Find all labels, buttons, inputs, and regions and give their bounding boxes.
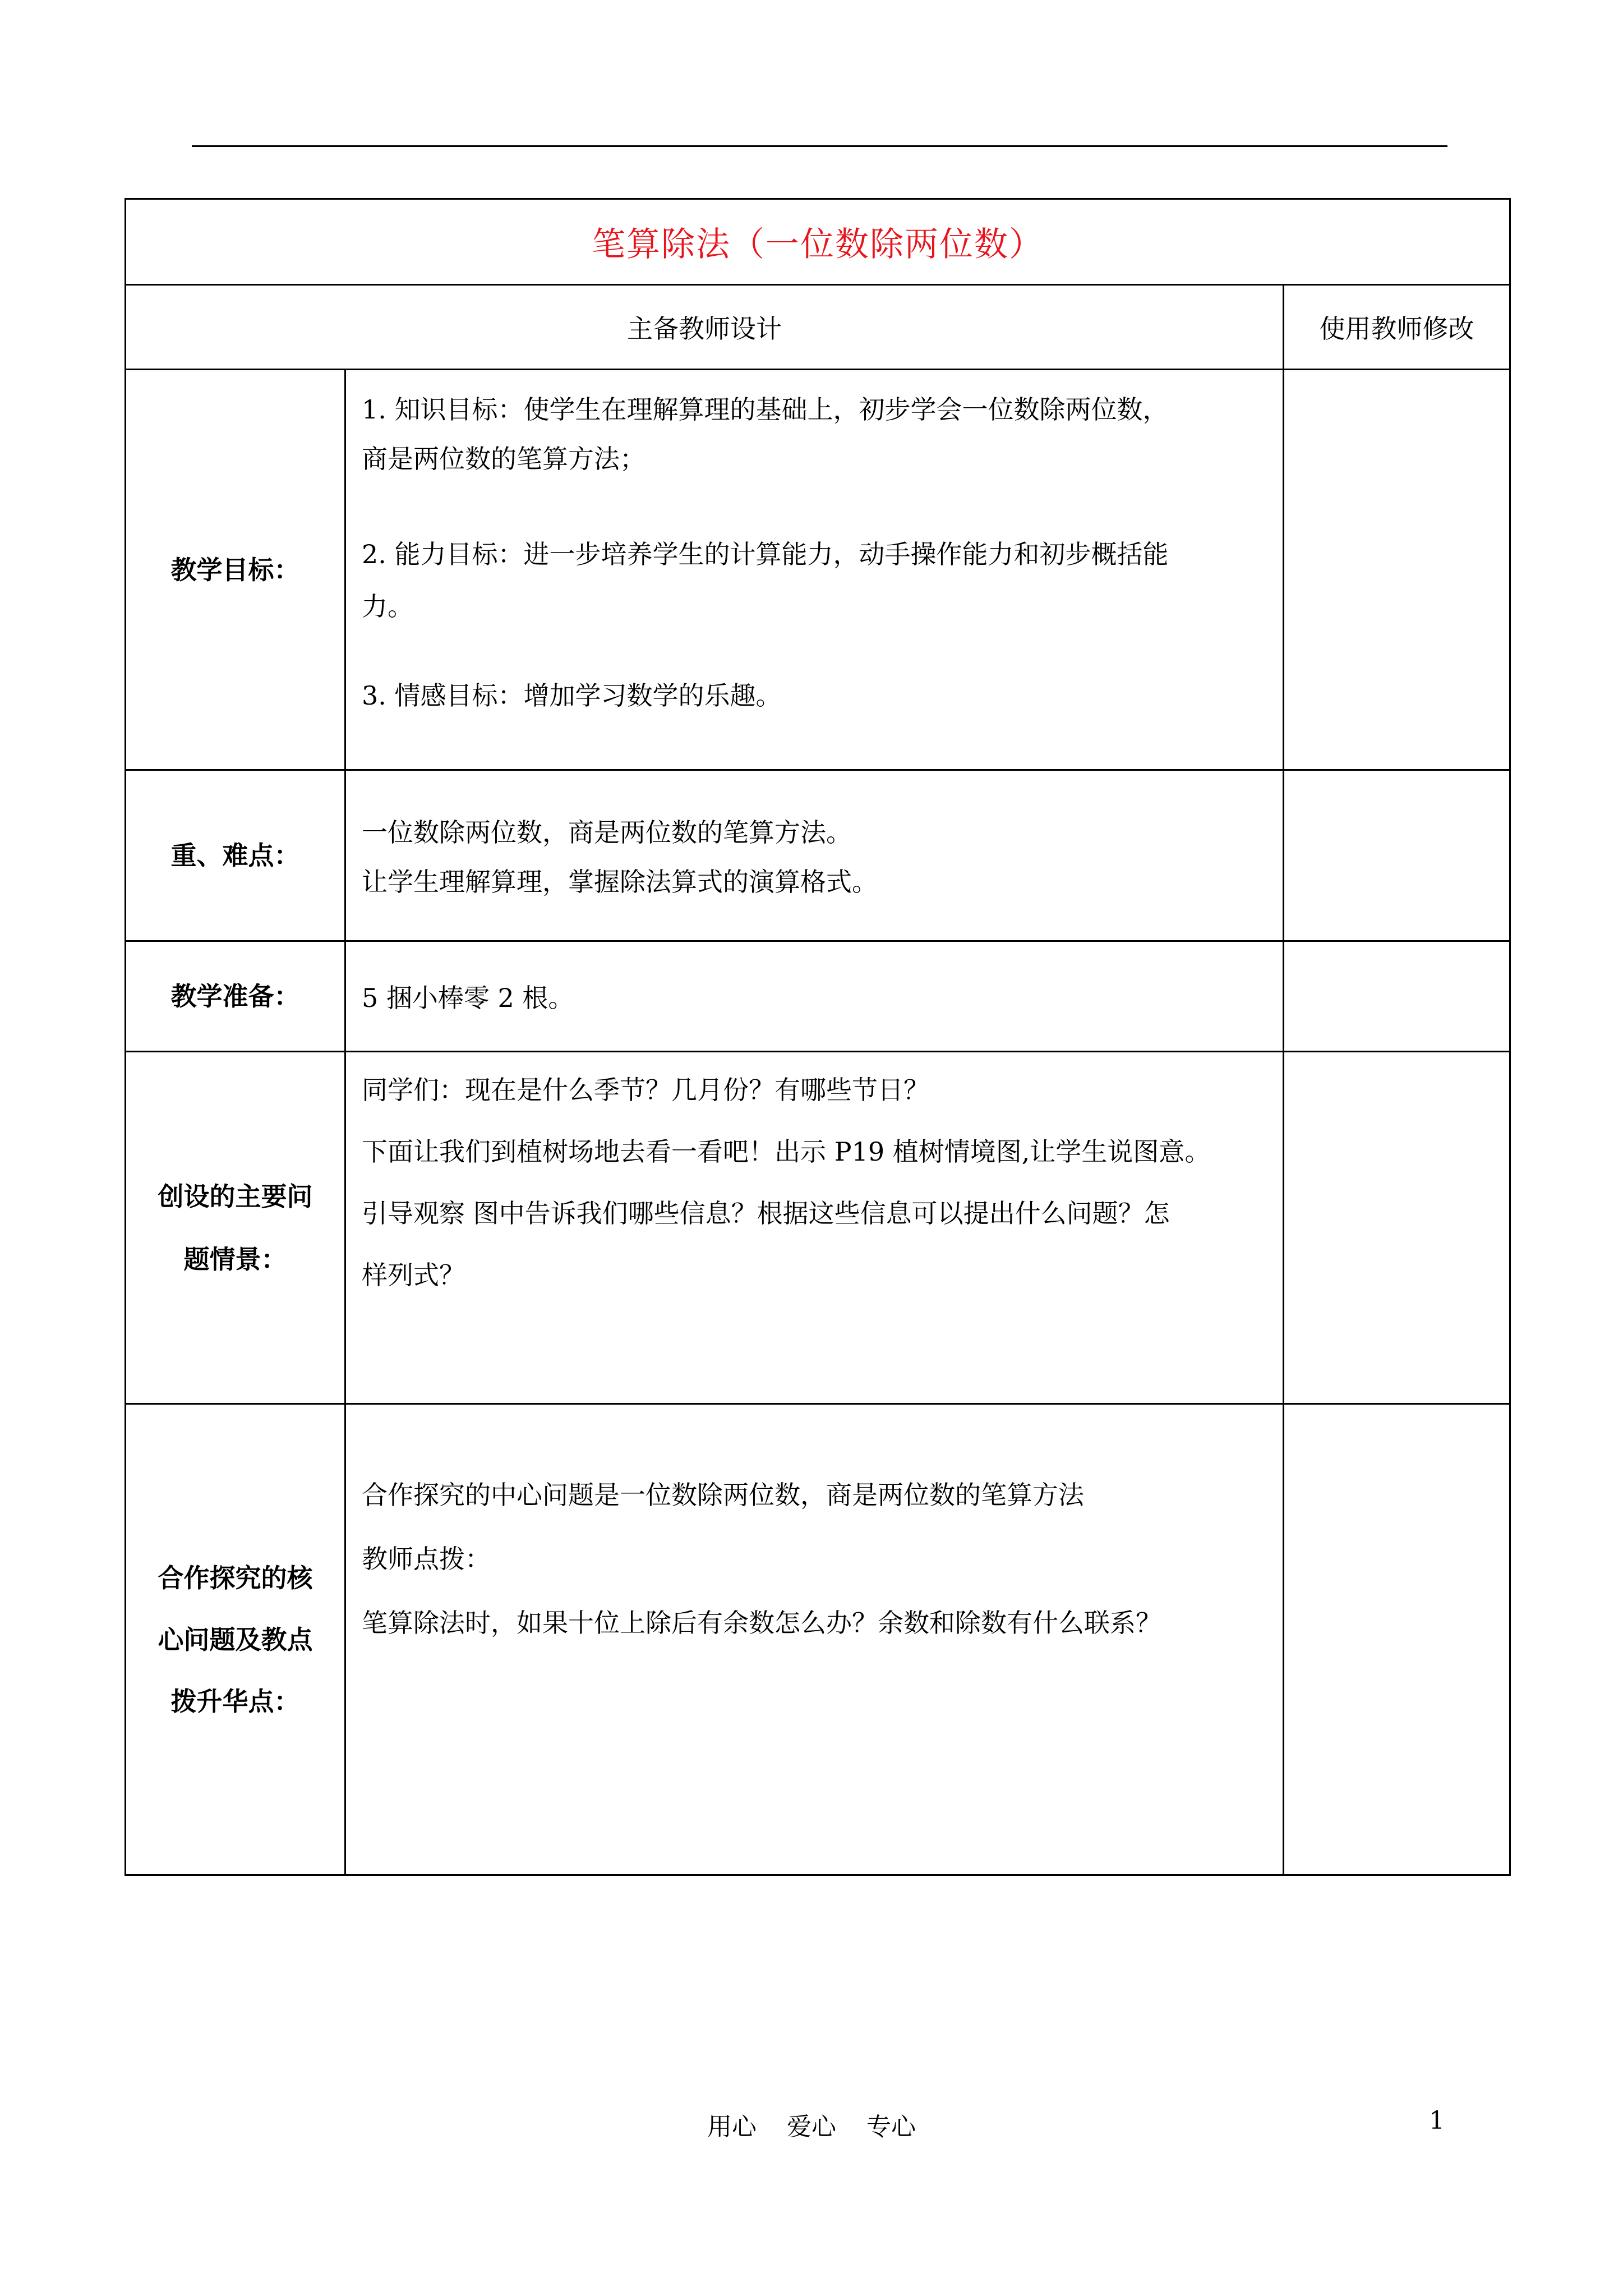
lesson-plan-table <box>125 198 1511 1876</box>
scenario-line: 同学们：现在是什么季节？几月份？有哪些节日？ <box>362 1075 929 1105</box>
key-points-content <box>345 770 1284 941</box>
subheader-row <box>126 285 1510 370</box>
exploration-edit-cell <box>1284 1404 1510 1875</box>
goal-emotion-line: 3. 情感目标：增加学习数学的乐趣。 <box>362 680 782 711</box>
main-teacher-design-header: 主备教师设计 <box>126 285 1284 370</box>
preparation-label: 教学准备： <box>126 941 345 1052</box>
goal-knowledge-line1: 1. 知识目标：使学生在理解算理的基础上，初步学会一位数除两位数， <box>362 394 1169 425</box>
exploration-label-line3: 拨升华点： <box>170 1686 300 1717</box>
goals-edit-cell <box>1284 370 1510 770</box>
goals-content <box>345 370 1284 770</box>
scenario-line: 下面让我们到植树场地去看一看吧！出示 P19 植树情境图,让学生说图意。 <box>362 1137 1211 1167</box>
document-title: 笔算除法（一位数除两位数） <box>126 199 1510 285</box>
preparation-text: 5 捆小棒零 2 根。 <box>362 983 574 1013</box>
key-point-line: 一位数除两位数，商是两位数的笔算方法。 <box>362 817 852 848</box>
scenario-label-line1: 创设的主要问 <box>158 1181 313 1212</box>
key-points-edit-cell <box>1284 770 1510 941</box>
key-points-row <box>126 770 1510 941</box>
difficulty-line: 让学生理解算理，掌握除法算式的演算格式。 <box>362 867 878 897</box>
scenario-content <box>345 1052 1284 1404</box>
goal-ability-line1: 2. 能力目标：进一步培养学生的计算能力，动手操作能力和初步概括能 <box>362 539 1169 569</box>
scenario-row <box>126 1052 1510 1404</box>
title-row <box>126 199 1510 285</box>
exploration-line: 合作探究的中心问题是一位数除两位数，商是两位数的笔算方法 <box>362 1480 1084 1510</box>
exploration-label-line1: 合作探究的核 <box>158 1562 313 1593</box>
scenario-line: 引导观察 图中告诉我们哪些信息？根据这些信息可以提出什么问题？怎 <box>362 1198 1170 1228</box>
scenario-line: 样列式？ <box>362 1260 465 1290</box>
preparation-content <box>345 941 1284 1052</box>
exploration-label <box>126 1404 345 1875</box>
footer-motto: 用心 爱心 专心 <box>707 2113 916 2141</box>
goal-knowledge-line2: 商是两位数的笔算方法； <box>362 444 645 474</box>
preparation-row <box>126 941 1510 1052</box>
exploration-row <box>126 1404 1510 1875</box>
exploration-line: 教师点拨： <box>362 1544 491 1574</box>
key-points-label: 重、难点： <box>126 770 345 941</box>
header-rule <box>192 145 1447 147</box>
page-number: 1 <box>1429 2106 1445 2135</box>
preparation-edit-cell <box>1284 941 1510 1052</box>
scenario-label <box>126 1052 345 1404</box>
user-teacher-edit-header: 使用教师修改 <box>1284 285 1510 370</box>
goals-label: 教学目标： <box>126 370 345 770</box>
exploration-content <box>345 1404 1284 1875</box>
scenario-label-line2: 题情景： <box>183 1244 287 1274</box>
goal-ability-line2: 力。 <box>362 591 413 622</box>
scenario-edit-cell <box>1284 1052 1510 1404</box>
exploration-line: 笔算除法时，如果十位上除后有余数怎么办？余数和除数有什么联系？ <box>362 1608 1161 1638</box>
exploration-label-line2: 心问题及教点 <box>158 1624 313 1655</box>
goals-row <box>126 370 1510 770</box>
